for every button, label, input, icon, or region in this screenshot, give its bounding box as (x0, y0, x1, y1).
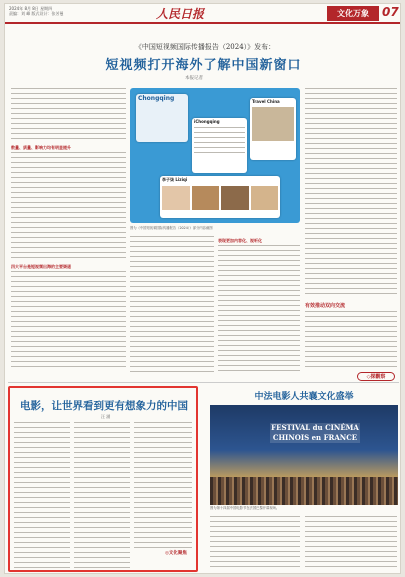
collage-card-3 (250, 98, 296, 160)
editor-line: 责编：刘 峰 版式设计：张芳曼 (9, 11, 64, 16)
collage-card-2 (192, 118, 247, 173)
page-number: 07 (382, 5, 399, 19)
collage-card-4 (160, 176, 280, 218)
film-feature-title: 中法电影人共襄文化盛举 (254, 392, 354, 402)
column-tag: ◇探觀察 (357, 372, 395, 381)
divider (8, 382, 399, 383)
article-headline: 短视频打开海外了解中国新窗口 (105, 58, 302, 73)
section-tag: 文化万象 (327, 6, 379, 21)
highlighted-article-title: 电影，让世界看到更有想象力的中国 (20, 400, 188, 412)
body-text (11, 88, 126, 143)
body-text (11, 152, 126, 262)
article-column-mid2 (218, 236, 300, 378)
festival-banner: FESTIVAL du CINÉMA CHINOIS en FRANCE (271, 423, 359, 442)
highlighted-article-author: 汪 涵 (101, 414, 111, 419)
highlighted-article-col3 (134, 422, 192, 548)
screenshot-collage (130, 88, 300, 223)
article-column-right (305, 88, 397, 298)
collage-card-1 (136, 94, 188, 142)
film-photo-caption: 图为第十四届中国电影节在法国巴黎开幕现场。 (210, 506, 280, 510)
film-article-col2 (305, 516, 397, 571)
highlighted-article-col1 (14, 422, 70, 568)
section-footer-logo: ◎文化聚焦 (165, 551, 187, 556)
header-meta (9, 6, 64, 16)
film-article-col1 (210, 516, 300, 571)
body-text (11, 271, 126, 371)
subhead-2: 四大平台是短视频出海的主要渠道 (11, 264, 71, 269)
masthead: 人民日报 (156, 7, 205, 21)
film-festival-photo (210, 405, 398, 505)
article-column-mid (130, 236, 214, 378)
collage-card-title: 李子柒 Liziqi (162, 177, 188, 182)
subhead-1: 数量、质量、影响力均有明显提升 (11, 145, 71, 150)
article-byline: 本报记者 (185, 76, 203, 81)
page-header (5, 4, 401, 24)
crowd-silhouette (210, 477, 398, 505)
collage-card-title: Travel China (252, 99, 280, 104)
right-subsection (305, 302, 397, 371)
right-subsection-heading: 有效推动双向交流 (305, 303, 346, 309)
highlighted-article-col2 (74, 422, 130, 568)
article-kicker: 《中国短视频国际传播报告（2024）》发布： (134, 43, 276, 51)
date-line: 2024年 8月 8日 星期四 (9, 6, 53, 11)
collage-card-title: iChongqing (194, 119, 220, 124)
collage-caption: 图为《中国短视频国际传播报告（2024）》部分内容截图 (130, 226, 213, 230)
newspaper-page (4, 3, 401, 574)
article-column-left (11, 88, 126, 378)
subhead-3: 表现更加内容化、视听化 (218, 238, 262, 243)
collage-card-title: Chongqing (138, 95, 175, 102)
